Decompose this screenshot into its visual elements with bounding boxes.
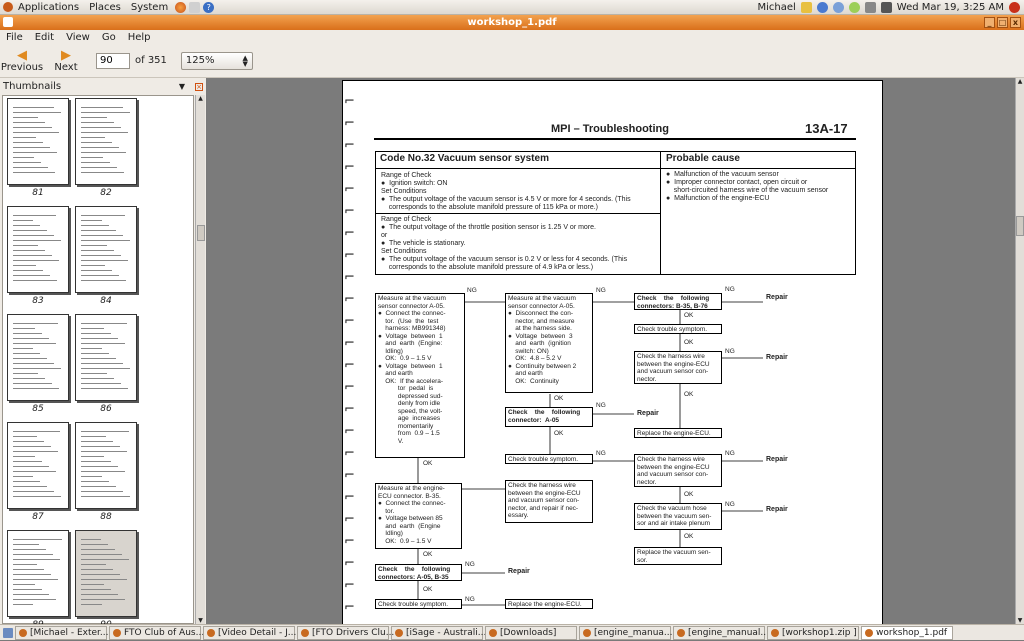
ng-label: NG xyxy=(596,450,606,457)
flow-step-replace-vacuum-sensor xyxy=(634,547,722,565)
ng-label: NG xyxy=(467,287,477,294)
window-titlebar[interactable] xyxy=(0,15,1024,30)
update-icon[interactable] xyxy=(817,2,828,13)
window-title: workshop_1.pdf xyxy=(467,17,557,28)
applet-icon[interactable] xyxy=(801,2,812,13)
thumbnail-row xyxy=(3,314,193,420)
flow-step-line: connectors: A-05, B-35 xyxy=(378,573,449,581)
thumbnail-image xyxy=(75,422,137,509)
window-icon xyxy=(489,629,497,637)
thumbnail-image xyxy=(7,98,69,185)
thumbnail-page-number: 82 xyxy=(100,188,112,198)
flow-step-line: and earth (Engine: xyxy=(378,340,443,347)
app-icon[interactable] xyxy=(3,17,13,27)
flow-step-check-harness-wire-1 xyxy=(634,351,722,384)
thumbnail-page[interactable] xyxy=(74,314,138,420)
flow-step-line: OK: Continuity xyxy=(508,377,559,385)
network-icon[interactable] xyxy=(833,2,844,13)
table-right-heading: Probable cause xyxy=(666,153,740,164)
flow-step-line: switch: ON) xyxy=(508,347,549,355)
pdf-page xyxy=(342,80,883,640)
thumbnail-list xyxy=(2,95,194,624)
taskbar-item[interactable] xyxy=(673,626,769,640)
flow-step-line: ● Connect the connec- xyxy=(378,500,446,507)
taskbar-item[interactable] xyxy=(297,626,395,640)
flow-step-measure-vacuum-sensor xyxy=(375,293,465,458)
flow-step-line: OK: 0.9 – 1.5 V xyxy=(378,355,432,362)
ng-label: NG xyxy=(465,561,475,568)
repair-label: Repair xyxy=(637,410,659,417)
flow-step-line: depressed sud- xyxy=(378,392,443,400)
taskbar-item-label: [FTO Drivers Clu... xyxy=(312,627,395,638)
ubuntu-logo-icon[interactable] xyxy=(3,2,13,12)
flow-step-line: Replace the vacuum sen- xyxy=(637,549,711,556)
taskbar-item[interactable] xyxy=(579,626,671,640)
taskbar-item[interactable] xyxy=(15,626,107,640)
table-left-heading: Code No.32 Vacuum sensor system xyxy=(380,153,549,164)
firefox-launcher-icon[interactable] xyxy=(175,2,186,13)
taskbar-item[interactable] xyxy=(391,626,487,640)
thumbnail-page[interactable] xyxy=(6,314,70,420)
repair-label: Repair xyxy=(766,456,788,463)
places-menu[interactable]: Places xyxy=(89,1,121,13)
thumbnail-scrollbar[interactable] xyxy=(195,95,205,624)
volume-icon[interactable] xyxy=(865,2,876,13)
menu-edit[interactable]: Edit xyxy=(34,31,55,43)
mail-launcher-icon[interactable] xyxy=(189,2,200,13)
condition-line: ● The output voltage of the throttle position sensor is 1.25 V or more. xyxy=(381,224,596,231)
flow-step-line: momentarily xyxy=(378,422,434,430)
ng-label: NG xyxy=(465,596,475,603)
thumbnail-page-number: 85 xyxy=(32,404,44,414)
flow-step-line: Replace the engine-ECU. xyxy=(637,430,711,437)
thumbnail-row xyxy=(3,530,193,636)
ok-label: OK xyxy=(423,460,433,467)
flow-step-line: and vacuum sensor con- xyxy=(637,471,709,478)
taskbar-item-label: [Michael - Exter... xyxy=(30,627,109,638)
scroll-down-icon[interactable]: ▼ xyxy=(198,617,203,624)
flow-step-line: nector. xyxy=(637,478,657,486)
thumbnail-image xyxy=(7,530,69,617)
condition-line: Set Conditions xyxy=(381,188,427,195)
thumbnail-scroll-thumb[interactable] xyxy=(197,225,205,241)
flow-step-line: age increases xyxy=(378,415,441,422)
ok-label: OK xyxy=(684,339,694,346)
cause-line: short-circuited harness wire of the vacuum sensor xyxy=(666,187,829,194)
window-icon xyxy=(19,629,27,637)
window-icon xyxy=(395,629,403,637)
flow-step-line: between the vacuum sen- xyxy=(637,512,712,520)
flow-step-check-harness-wire-2 xyxy=(634,454,722,487)
repair-label: Repair xyxy=(766,354,788,361)
minimize-button[interactable]: _ xyxy=(984,17,995,28)
page-number-input[interactable] xyxy=(96,53,130,69)
condition-line: corresponds to the absolute manifold pressure of 115 kPa or more.) xyxy=(381,204,598,211)
taskbar-item-label: [engine_manual... xyxy=(688,627,769,638)
flow-step-check-vacuum-hose xyxy=(634,503,722,530)
menu-go[interactable]: Go xyxy=(101,31,116,43)
flow-step-line: Measure at the vacuum xyxy=(508,295,576,302)
thumbnail-image xyxy=(7,206,69,293)
ok-label: OK xyxy=(554,430,564,437)
flow-step-line: Check trouble symptom. xyxy=(378,601,449,608)
condition-line: ● The output voltage of the vacuum sensor is 4.5 V or more for 4 seconds. (This xyxy=(381,196,631,203)
flow-step-line: ● Continuity between 2 xyxy=(508,362,577,370)
flow-step-line: ● Disconnect the con- xyxy=(508,310,573,317)
thumbnail-image xyxy=(7,314,69,401)
menubar xyxy=(0,30,1024,44)
flow-step-line: OK: 0.9 – 1.5 V xyxy=(378,537,432,545)
thumbnail-page-number: 83 xyxy=(32,296,44,306)
flow-step-line: Measure at the vacuum xyxy=(378,295,446,302)
battery-icon[interactable] xyxy=(881,2,892,13)
flow-step-line: and vacuum sensor con- xyxy=(508,497,580,504)
thumbnail-page-number: 88 xyxy=(100,512,112,522)
close-sidebar-icon[interactable]: × xyxy=(196,82,202,91)
sidebar xyxy=(0,78,206,624)
page-section-title: MPI – Troubleshooting xyxy=(551,123,669,135)
ng-label: NG xyxy=(596,402,606,409)
flow-step-line: and vacuum sensor con- xyxy=(637,368,709,375)
thumbnail-row xyxy=(3,206,193,312)
condition-line: Range of Check xyxy=(381,216,432,223)
taskbar-item[interactable] xyxy=(861,626,953,640)
flow-step-line: tor. xyxy=(378,507,395,515)
flow-step-line: ● Voltage between 1 xyxy=(378,362,443,370)
thumbnail-page[interactable] xyxy=(74,530,138,636)
condition-line: ● Ignition switch: ON xyxy=(381,180,448,187)
flow-step-line: sor. xyxy=(637,556,648,564)
top-panel xyxy=(0,0,1024,15)
ok-label: OK xyxy=(684,533,694,540)
flow-step-line: sensor connector A-05. xyxy=(508,302,575,310)
repair-label: Repair xyxy=(766,506,788,513)
next-button[interactable] xyxy=(44,45,88,77)
flow-step-line: Check the vacuum hose xyxy=(637,505,707,512)
next-label: Next xyxy=(54,61,78,73)
thumbnail-page[interactable] xyxy=(74,206,138,312)
flow-step-line: ● Voltage between 1 xyxy=(378,332,443,340)
flow-step-line: ● Voltage between 85 xyxy=(378,515,443,522)
condition-line: Range of Check xyxy=(381,172,432,179)
thumbnail-row xyxy=(3,98,193,204)
flow-step-line: harness: MB991348) xyxy=(378,325,446,332)
arrow-right-icon: ▶ xyxy=(61,47,71,63)
taskbar-item-label: [Downloads] xyxy=(500,627,557,638)
flow-step-check-trouble-symptom-1 xyxy=(634,324,722,334)
window-icon xyxy=(301,629,309,637)
thumbnail-page-number: 84 xyxy=(100,296,112,306)
thumbnail-page[interactable] xyxy=(6,530,70,636)
flow-step-measure-harness-side xyxy=(505,293,593,393)
thumbnail-image xyxy=(75,98,137,185)
flow-step-line: connector: A-05 xyxy=(508,416,560,424)
condition-line: Set Conditions xyxy=(381,248,427,255)
thumbnail-image xyxy=(7,422,69,509)
condition-line: or xyxy=(381,232,388,239)
taskbar-item[interactable] xyxy=(109,626,205,640)
flow-step-line: OK: 4.8 – 5.2 V xyxy=(508,355,562,362)
flow-step-line: Check the following xyxy=(637,295,710,302)
flow-step-line: ● Connect the connec- xyxy=(378,310,446,317)
thumbnail-page-number: 87 xyxy=(32,512,44,522)
flow-step-line: from 0.9 – 1.5 xyxy=(378,430,440,437)
ok-label: OK xyxy=(423,551,433,558)
flow-step-line: tor. (Use the test xyxy=(378,317,439,325)
zoom-value: 125% xyxy=(185,55,215,66)
ng-label: NG xyxy=(725,450,735,457)
ng-label: NG xyxy=(725,286,735,293)
previous-label: Previous xyxy=(0,61,44,73)
thumbnail-image xyxy=(75,314,137,401)
scroll-up-icon[interactable]: ▲ xyxy=(198,95,203,102)
help-launcher-icon[interactable]: ? xyxy=(203,2,214,13)
previous-button[interactable] xyxy=(0,45,44,77)
condition-line: ● The output voltage of the vacuum sensor is 0.2 V or less for 4 seconds. (This xyxy=(381,256,628,263)
arrow-left-icon: ◀ xyxy=(17,47,27,63)
username[interactable]: Michael xyxy=(757,1,796,13)
flow-step-line: sor and air intake plenum xyxy=(637,520,710,527)
show-desktop-icon[interactable] xyxy=(3,628,13,638)
flow-step-line: Idling) xyxy=(378,347,403,355)
flow-step-line: Idling) xyxy=(378,530,403,537)
repair-label: Repair xyxy=(508,568,530,575)
window-icon xyxy=(207,629,215,637)
flow-step-line: V. xyxy=(378,437,404,445)
taskbar-item-label: [Video Detail - J... xyxy=(218,627,297,638)
thumbnail-page[interactable] xyxy=(74,422,138,528)
page-count: of 351 xyxy=(135,55,167,66)
ok-label: OK xyxy=(554,395,564,402)
condition-line: ● The vehicle is stationary. xyxy=(381,240,466,247)
taskbar-item[interactable] xyxy=(767,626,859,640)
applications-menu[interactable]: Applications xyxy=(18,1,80,13)
thumbnail-page-number: 86 xyxy=(100,404,112,414)
ng-label: NG xyxy=(596,287,606,294)
window-icon xyxy=(113,629,121,637)
flow-step-replace-ecu-2 xyxy=(505,599,593,609)
thumbnail-row xyxy=(3,422,193,528)
flow-step-line: essary. xyxy=(508,512,529,519)
taskbar-item-label: [iSage - Australi... xyxy=(406,627,487,638)
flow-step-line: between the engine-ECU xyxy=(637,463,710,471)
document-scroll-thumb[interactable] xyxy=(1016,216,1024,236)
window-icon xyxy=(865,629,873,637)
window-icon xyxy=(583,629,591,637)
ng-label: NG xyxy=(725,501,735,508)
ok-label: OK xyxy=(423,586,433,593)
scroll-down-icon[interactable]: ▼ xyxy=(1017,617,1023,624)
ok-label: OK xyxy=(684,312,694,319)
taskbar xyxy=(0,624,1024,640)
taskbar-item[interactable] xyxy=(485,626,577,640)
flow-step-check-connectors-a05-b35 xyxy=(375,564,462,581)
flow-step-line: connectors: B-35, B-76 xyxy=(637,302,708,310)
flow-step-line: Check the harness wire xyxy=(637,353,705,360)
zoom-select[interactable] xyxy=(181,52,253,70)
menu-view[interactable]: View xyxy=(66,31,90,43)
sidebar-header xyxy=(0,78,206,95)
document-scrollbar[interactable] xyxy=(1015,78,1024,624)
flow-step-line: and earth xyxy=(378,370,413,377)
taskbar-item-label: FTO Club of Aus... xyxy=(124,627,205,638)
power-icon[interactable] xyxy=(1009,2,1020,13)
flow-step-line: Check trouble symptom. xyxy=(508,456,579,463)
window-icon xyxy=(677,629,685,637)
document-view[interactable] xyxy=(207,78,1016,624)
thumbnail-page[interactable] xyxy=(6,206,70,312)
thumbnail-image xyxy=(75,206,137,293)
spiral-binding: ⌐ ⌐ ⌐ ⌐ ⌐ ⌐ ⌐ ⌐ ⌐ ⌐ ⌐ ⌐ ⌐ ⌐ ⌐ ⌐ ⌐ ⌐ ⌐ ⌐ ⌐ ⌐ ⌐ ⌐ xyxy=(344,94,355,615)
status-icon[interactable] xyxy=(849,2,860,13)
flow-step-measure-ecu-connector xyxy=(375,483,462,549)
flow-step-line: between the engine-ECU xyxy=(637,360,710,368)
menu-file[interactable]: File xyxy=(6,31,23,43)
close-button[interactable]: x xyxy=(1010,17,1021,28)
flow-step-line: sensor connector A-05. xyxy=(378,302,445,310)
taskbar-item[interactable] xyxy=(203,626,295,640)
thumbnail-image xyxy=(75,530,137,617)
thumbnail-page[interactable] xyxy=(6,422,70,528)
flow-step-line: and earth xyxy=(508,370,543,377)
flow-step-line: Check the following xyxy=(378,566,451,573)
flow-step-line: Check trouble symptom. xyxy=(637,326,708,333)
clock[interactable]: Wed Mar 19, 3:25 AM xyxy=(896,1,1004,13)
spinner-arrows-icon: ▲ ▼ xyxy=(242,53,248,68)
condition-line: corresponds to the absolute manifold pressure of 4.9 kPa or less.) xyxy=(381,264,594,271)
taskbar-item-label: [workshop1.zip ] xyxy=(782,627,857,638)
flow-step-check-trouble-symptom-2 xyxy=(505,454,593,464)
flow-step-line: Measure at the engine- xyxy=(378,485,445,492)
flow-step-line: ECU connector. B-35. xyxy=(378,492,441,500)
flow-step-line: and earth (Engine xyxy=(378,522,441,530)
cause-line: ● Malfunction of the vacuum sensor xyxy=(666,171,779,178)
scroll-up-icon[interactable]: ▲ xyxy=(1017,78,1023,85)
flow-step-line: Check the harness wire xyxy=(508,482,576,489)
ng-label: NG xyxy=(725,348,735,355)
window-icon xyxy=(771,629,779,637)
maximize-button[interactable]: □ xyxy=(998,18,1007,27)
flow-step-replace-ecu-1 xyxy=(634,428,722,438)
flow-step-check-trouble-symptom-3 xyxy=(375,599,462,609)
chevron-down-icon[interactable]: ▼ xyxy=(178,82,185,91)
flow-step-line: OK: If the accelera- xyxy=(378,377,444,385)
flow-step-line: at the harness side. xyxy=(508,325,572,332)
repair-label: Repair xyxy=(766,294,788,301)
thumbnail-page[interactable] xyxy=(74,98,138,204)
page-code: 13A-17 xyxy=(805,121,848,136)
thumbnail-page-number: 81 xyxy=(32,188,44,198)
flow-step-line: Check the following xyxy=(508,409,581,416)
flow-step-line: Replace the engine-ECU. xyxy=(508,601,582,608)
flow-step-check-connectors-b35-b76 xyxy=(634,293,722,310)
flow-step-line: ● Voltage between 3 xyxy=(508,332,573,340)
flow-step-line: denly from idle xyxy=(378,400,441,407)
cause-line: ● Improper connector contact, open circuit or xyxy=(666,179,808,186)
flow-step-line: nector, and repair if nec- xyxy=(508,504,579,512)
ok-label: OK xyxy=(684,491,694,498)
taskbar-item-label: [engine_manua... xyxy=(594,627,673,638)
toolbar xyxy=(0,44,1024,78)
thumbnail-page[interactable] xyxy=(6,98,70,204)
flow-step-line: nector. xyxy=(637,375,657,383)
ok-label: OK xyxy=(684,391,694,398)
flow-step-line: and earth (ignition xyxy=(508,340,571,347)
flow-step-line: between the engine-ECU xyxy=(508,489,581,497)
sidebar-title[interactable]: Thumbnails xyxy=(3,81,62,92)
flow-step-check-connector-a05 xyxy=(505,407,593,427)
flow-step-line: Check the harness wire xyxy=(637,456,705,463)
flow-step-line: nector, and measure xyxy=(508,317,575,325)
menu-help[interactable]: Help xyxy=(127,31,151,43)
flow-step-line: speed, the volt- xyxy=(378,407,443,415)
flow-step-line: tor pedal is xyxy=(378,385,434,392)
cause-line: ● Malfunction of the engine-ECU xyxy=(666,195,770,202)
system-menu[interactable]: System xyxy=(130,1,169,13)
taskbar-item-label: workshop_1.pdf xyxy=(876,627,948,638)
flow-step-check-harness-repair xyxy=(505,480,593,523)
